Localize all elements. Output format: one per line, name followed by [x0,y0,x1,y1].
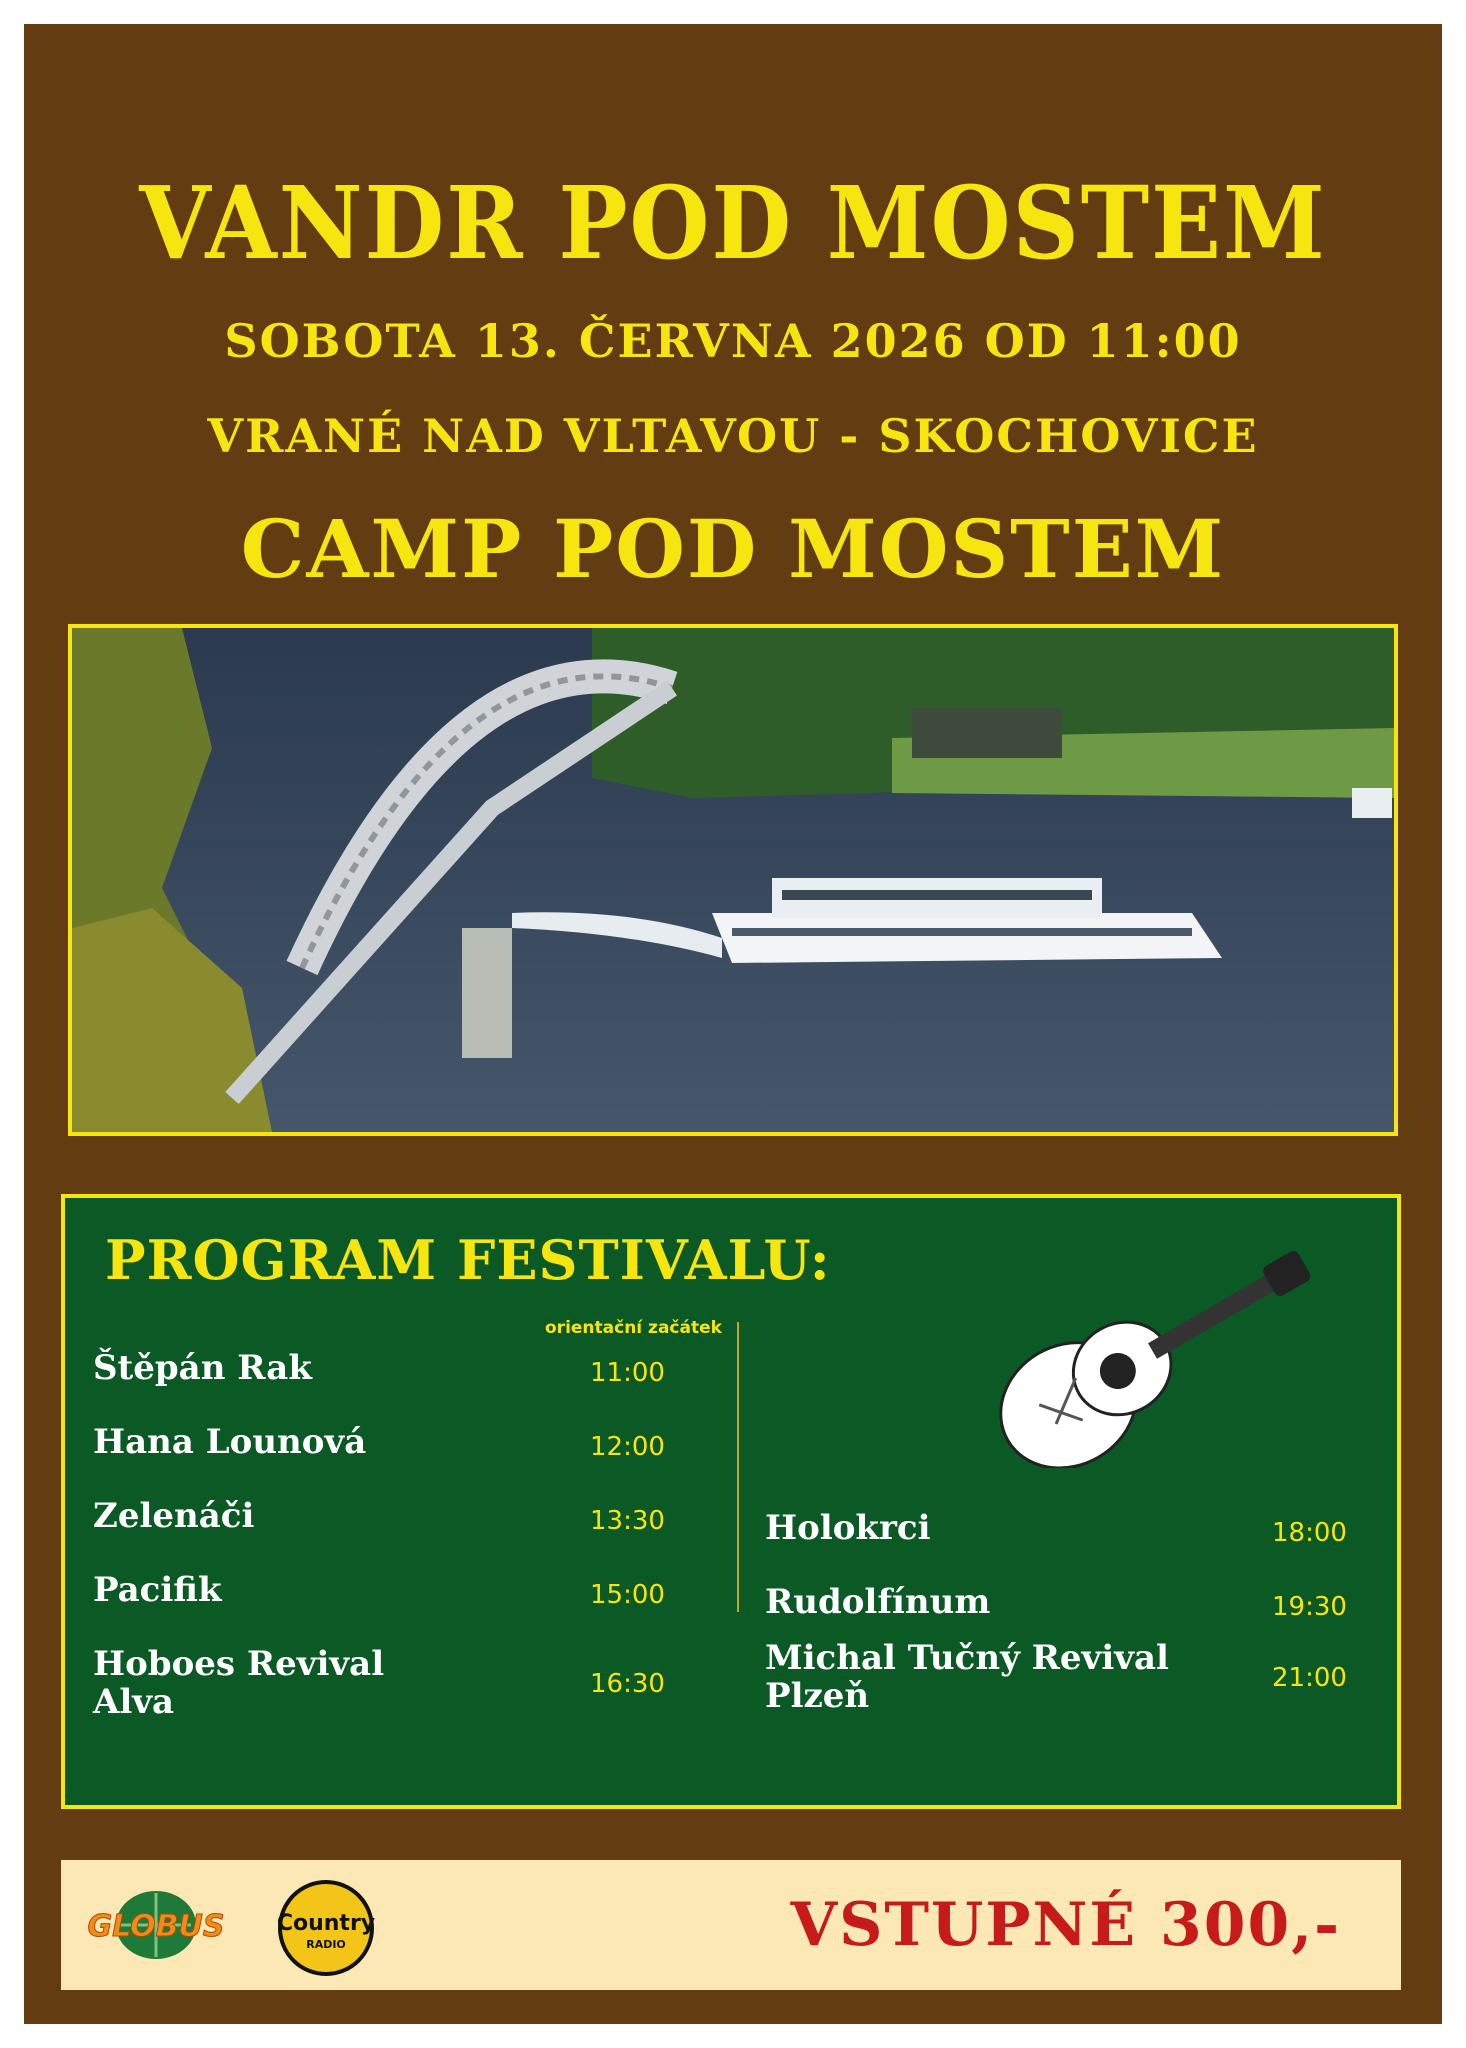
act-time: 15:00 [590,1580,665,1610]
act-time: 19:30 [1272,1592,1347,1622]
country-radio-logo [271,1878,381,1978]
act-time: 12:00 [590,1432,665,1462]
event-venue: CAMP POD MOSTEM [240,502,1226,596]
poster [24,24,1442,2024]
country-text: Country [276,1911,376,1936]
act-name: Hana Lounová [93,1422,367,1462]
admission-price: VSTUPNÉ 300,- [790,1890,1341,1960]
program-box [61,1194,1401,1809]
act-time: 11:00 [590,1358,665,1388]
event-place: VRANÉ NAD VLTAVOU - SKOCHOVICE [207,409,1259,463]
act-name-line2: Alva [93,1682,175,1722]
act-name: Michal Tučný Revival [765,1638,1169,1678]
act-time: 18:00 [1272,1518,1347,1548]
act-time: 16:30 [590,1669,665,1699]
globus-text: GLOBUS [87,1909,225,1944]
act-name: Hoboes Revival [93,1644,385,1684]
event-title: VANDR POD MOSTEM [139,164,1327,282]
column-divider [737,1322,739,1612]
program-title: PROGRAM FESTIVALU: [105,1228,831,1292]
act-name: Holokrci [765,1508,931,1548]
orientation-label: orientační začátek [545,1318,722,1338]
event-date: SOBOTA 13. ČERVNA 2026 OD 11:00 [224,314,1242,368]
footer-band [61,1860,1401,1990]
act-time: 13:30 [590,1506,665,1536]
act-name: Štěpán Rak [93,1348,312,1388]
act-name-line2: Plzeň [765,1676,870,1716]
act-name: Zelenáči [93,1496,255,1536]
globus-logo [81,1888,231,1962]
act-name: Rudolfínum [765,1582,991,1622]
radio-text: RADIO [306,1938,346,1951]
guitar-icon [965,1208,1325,1468]
act-name: Pacifik [93,1570,222,1610]
bridge-photo [68,624,1398,1136]
act-time: 21:00 [1272,1663,1347,1693]
